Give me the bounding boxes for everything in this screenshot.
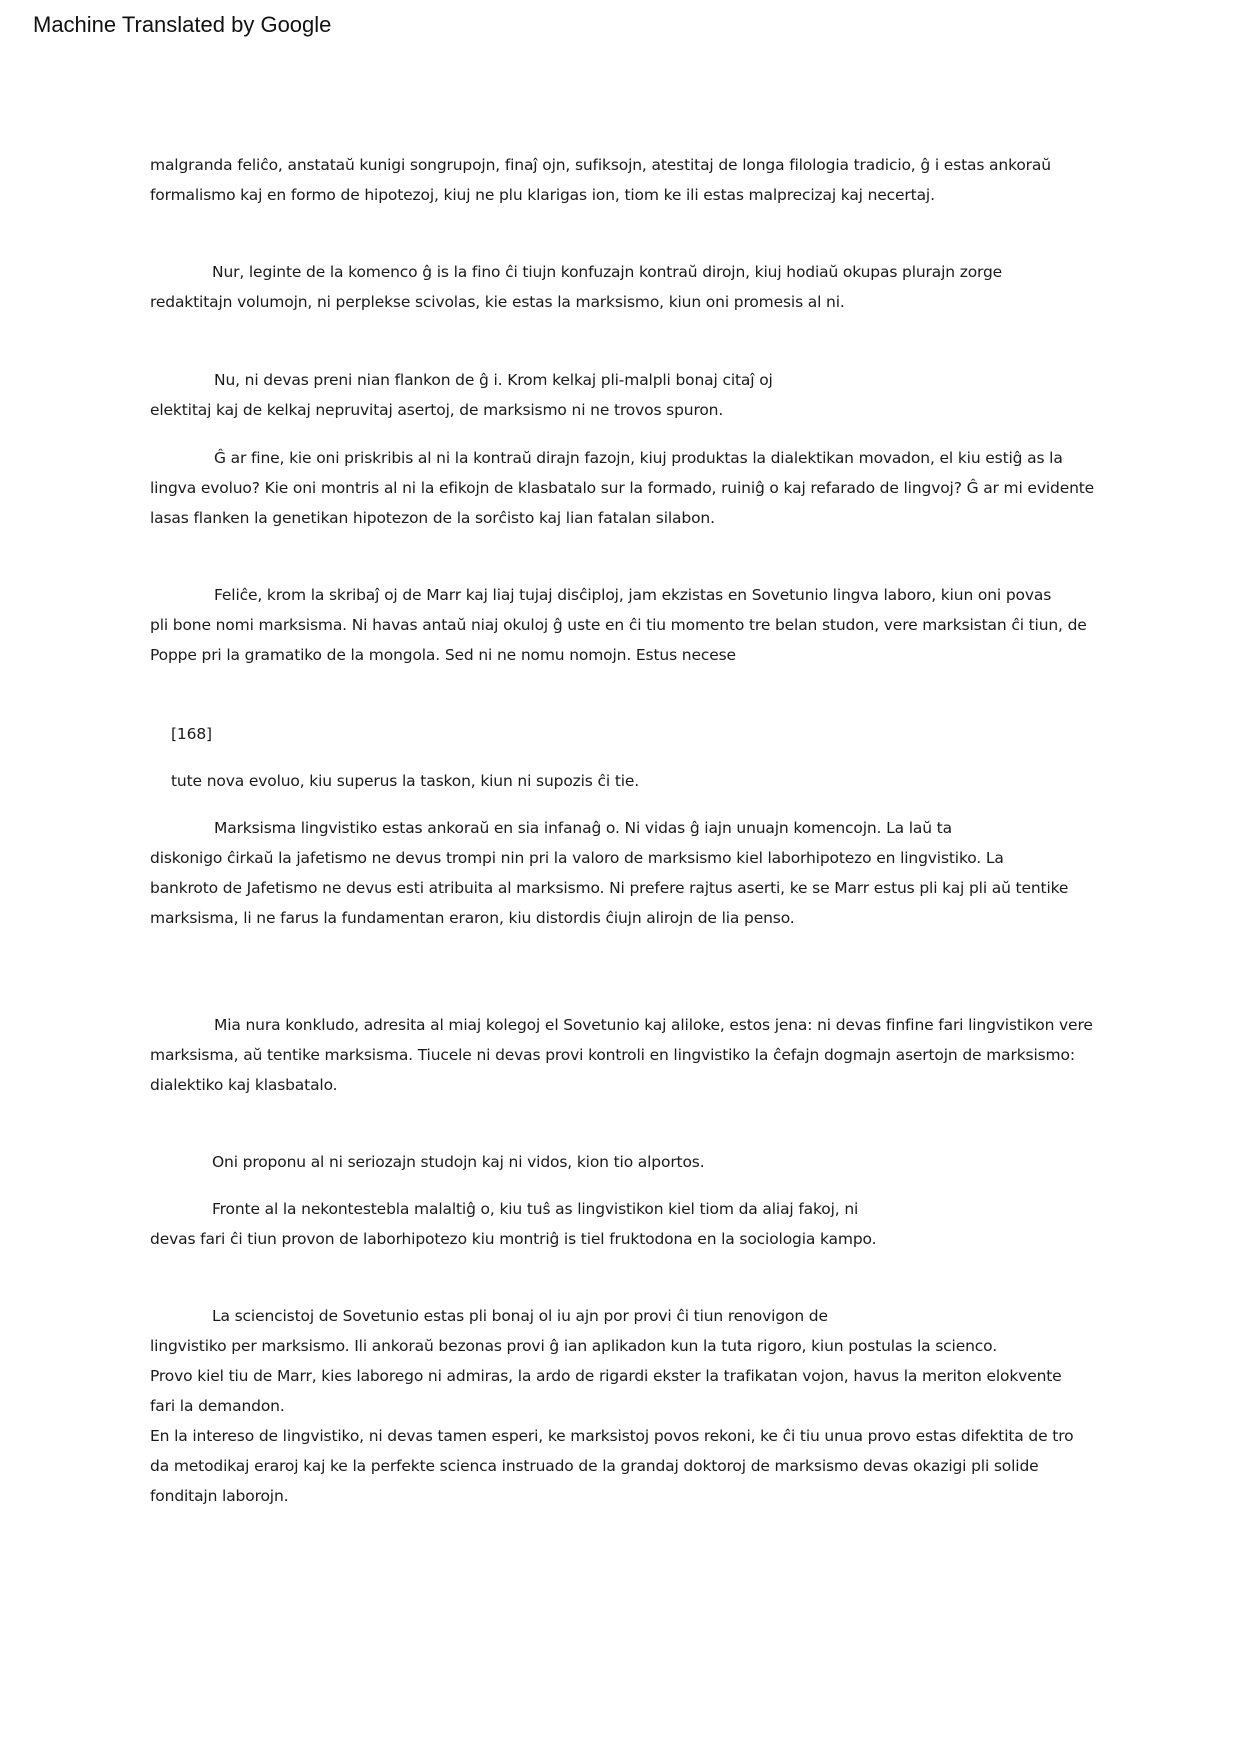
text-line: Nu, ni devas preni nian flankon de ĝ i. Krom kelkaj pli-malpli bonaj citaĵ oj: [214, 371, 773, 389]
text-line: fari la demandon.: [150, 1397, 285, 1415]
text-line: lasas flanken la genetikan hipotezon de la sorĉisto kaj lian fatalan silabon.: [150, 509, 715, 527]
text-line: diskonigo ĉirkaŭ la jafetismo ne devus trompi nin pri la valoro de marksismo kiel laborhipotezo en lingvistiko. La: [150, 849, 1004, 867]
text-line: dialektiko kaj klasbatalo.: [150, 1076, 338, 1094]
text-line: elektitaj kaj de kelkaj nepruvitaj asertoj, de marksismo ni ne trovos spuron.: [150, 401, 724, 419]
text-line: lingva evoluo? Kie oni montris al ni la efikojn de klasbatalo sur la formado, ruiniĝ o kaj refarado de lingvoj? Ĝ ar mi evidente: [150, 479, 1095, 497]
text-line: marksisma, li ne farus la fundamentan eraron, kiu distordis ĉiujn alirojn de lia penso.: [150, 909, 795, 927]
text-line: Provo kiel tiu de Marr, kies laborego ni admiras, la ardo de rigardi ekster la trafikatan vojon, havus la meriton elokvente: [150, 1367, 1062, 1385]
text-line: redaktitajn volumojn, ni perplekse scivolas, kie estas la marksismo, kiun oni promesis al ni.: [150, 293, 845, 311]
text-line: fonditajn laborojn.: [150, 1487, 289, 1505]
text-line: malgranda feliĉo, anstataŭ kunigi songrupojn, finaĵ ojn, sufiksojn, atestitaj de longa filologia tradicio, ĝ i estas ankoraŭ: [150, 156, 1051, 174]
text-line: Marksisma lingvistiko estas ankoraŭ en sia infanaĝ o. Ni vidas ĝ iajn unuajn komencojn. La laŭ ta: [214, 819, 952, 837]
text-line: tute nova evoluo, kiu superus la taskon, kiun ni supozis ĉi tie.: [171, 772, 640, 790]
text-line: da metodikaj eraroj kaj ke la perfekte scienca instruado de la grandaj doktoroj de marksismo devas okazigi pli solide: [150, 1457, 1039, 1475]
text-line: Mia nura konkludo, adresita al miaj kolegoj el Sovetunio kaj aliloke, estos jena: ni devas finfine fari lingvistikon vere: [214, 1016, 1093, 1034]
text-line: devas fari ĉi tiun provon de laborhipotezo kiu montriĝ is tiel fruktodona en la sociologia kampo.: [150, 1230, 877, 1248]
text-line: Fronte al la nekontestebla malaltiĝ o, kiu tuŝ as lingvistikon kiel tiom da aliaj fakoj, ni: [212, 1200, 859, 1218]
text-line: La sciencistoj de Sovetunio estas pli bonaj ol iu ajn por provi ĉi tiun renovigon de: [212, 1307, 828, 1325]
text-line: Nur, leginte de la komenco ĝ is la fino ĉi tiujn konfuzajn kontraŭ dirojn, kiuj hodiaŭ okupas plurajn zorge: [212, 263, 1003, 281]
text-line: bankroto de Jafetismo ne devus esti atribuita al marksismo. Ni prefere rajtus aserti, ke se Marr estus pli kaj pli aŭ tentike: [150, 879, 1069, 897]
text-line: Feliĉe, krom la skribaĵ oj de Marr kaj liaj tujaj disĉiploj, jam ekzistas en Sovetunio lingva laboro, kiun oni povas: [214, 586, 1052, 604]
page-number: [168]: [171, 725, 212, 743]
machine-translation-header: Machine Translated by Google: [33, 12, 332, 37]
text-line: Oni proponu al ni seriozajn studojn kaj ni vidos, kion tio alportos.: [212, 1153, 705, 1171]
text-line: Poppe pri la gramatiko de la mongola. Sed ni ne nomu nomojn. Estus necese: [150, 646, 736, 664]
text-line: formalismo kaj en formo de hipotezoj, kiuj ne plu klarigas ion, tiom ke ili estas malprecizaj kaj necertaj.: [150, 186, 935, 204]
text-line: marksisma, aŭ tentike marksisma. Tiucele ni devas provi kontroli en lingvistiko la ĉefajn dogmajn asertojn de marksismo:: [150, 1046, 1075, 1064]
text-line: Ĝ ar fine, kie oni priskribis al ni la kontraŭ dirajn fazojn, kiuj produktas la dialektikan movadon, el kiu estiĝ as la: [214, 449, 1063, 467]
text-line: pli bone nomi marksisma. Ni havas antaŭ niaj okuloj ĝ uste en ĉi tiu momento tre belan studon, vere marksistan ĉi tiun, de: [150, 616, 1087, 634]
text-line: En la intereso de lingvistiko, ni devas tamen esperi, ke marksistoj povos rekoni, ke ĉi tiu unua provo estas difektita de tro: [150, 1427, 1074, 1445]
text-line: lingvistiko per marksismo. Ili ankoraŭ bezonas provi ĝ ian aplikadon kun la tuta rigoro, kiun postulas la scienco.: [150, 1337, 997, 1355]
